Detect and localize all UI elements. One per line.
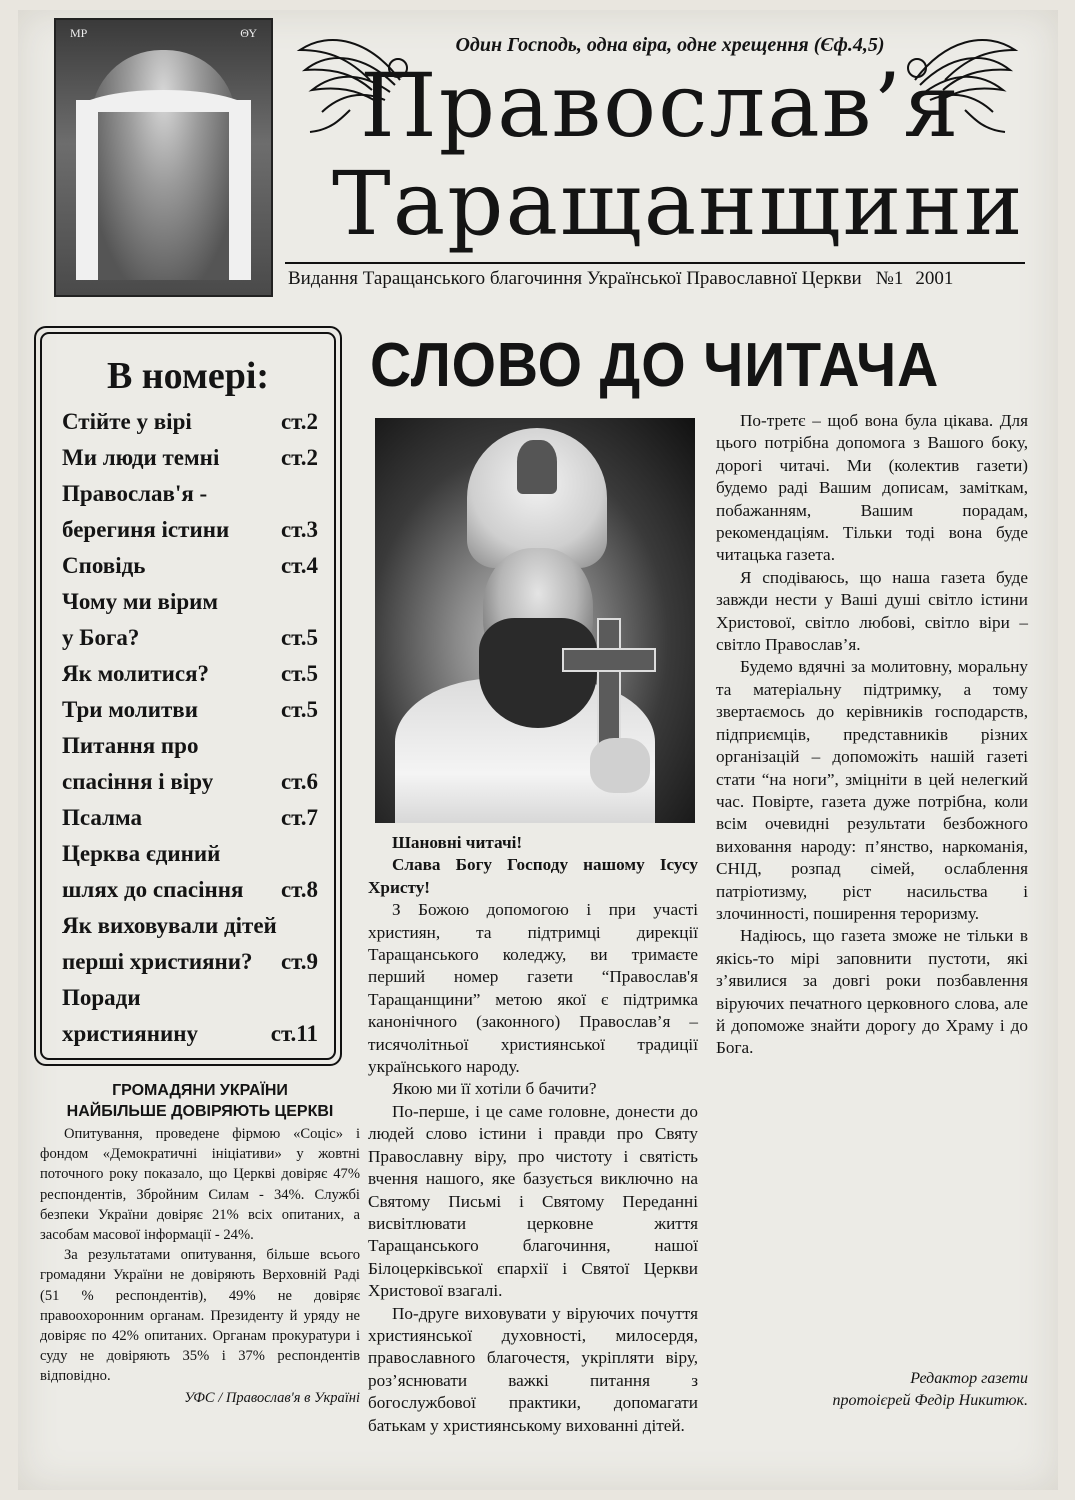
greeting-line: Шановні читачі!: [392, 833, 523, 852]
article-paragraph: Якою ми її хотіли б бачити?: [392, 1079, 597, 1099]
toc-item: Ми люди темні ст.2: [62, 445, 318, 470]
article-paragraph: По-перше, і це саме головне, донести до людей слово істини і правди про Святу Православну віру, про чистоту і святість вчення нашого, яке базується виключно на Святому Письмі і Святому Переданні висвітлювати церковне життя Таращанського благочиння, нашої Білоцерківської єпархії і Святої Церкви Христової взагалі.: [368, 1101, 698, 1301]
icon-inscription-left: МР: [70, 26, 88, 40]
main-headline: СЛОВО ДО ЧИТАЧА: [370, 331, 940, 400]
toc-item: перші християни? ст.9: [62, 949, 318, 974]
side-article-source: УФС / Православ'я в Україні: [184, 1390, 360, 1406]
side-article-headline: ГРОМАДЯНИ УКРАЇНИ НАЙБІЛЬШЕ ДОВІРЯЮТЬ ЦЕРКВІ: [66, 1082, 334, 1120]
toc-item: берегиня істини ст.3: [62, 517, 318, 542]
toc-item: Питання про: [62, 733, 199, 758]
toc-item: Православ'я -: [62, 481, 208, 506]
toc-item: шлях до спасіння ст.8: [62, 877, 318, 902]
toc-item: Поради: [62, 985, 141, 1010]
article-column-right: [716, 410, 1028, 1060]
side-article-paragraph: Опитування, проведене фірмою «Соціс» і фондом «Демократичні ініціативи» у жовтні поточного року показало, що Церкві довіряє 47% респондентів, Збройним Силам - 34%. Службі безпеки України довіряє 21% всіх опитаних, а засобам масової інформації - 24%.: [40, 1126, 360, 1244]
greeting-line: Слава Богу Господу нашому Ісусу Христу!: [368, 855, 698, 897]
contents-list: [62, 404, 318, 1052]
toc-item: Як виховували дітей: [62, 913, 277, 938]
newspaper-title-line2: Таращанщини: [332, 152, 1025, 255]
article-paragraph: Надіюсь, що газета зможе не тільки в якісь-то мірі заповнити пустоти, які з’явилися за довгі роки позбавлення віруючих печатного церковного слова, але й допоможе знайти дорогу до Храму і до Бога.: [716, 926, 1028, 1058]
issue-year: 2001: [915, 268, 954, 289]
masthead-rule: [285, 262, 1025, 264]
toc-item: Три молитви ст.5: [62, 697, 318, 722]
article-paragraph: Будемо вдячні за молитовну, моральну та матеріальну підтримку, а тому звертаємось до керівників господарств, підприємців, представників різних організацій – допоможіть нашій газеті стати “на ноги”, зміцніти в цей нелегкий час. Повірте, газета дуже потрібна, коли всім очевидні результати безбожного виховання народу: п’янство, наркоманія, СНІД, розпад сімей, ослаблення патріотизму, ріст насильства і злочинності, поширення тероризму.: [716, 657, 1028, 923]
contents-box: [34, 326, 342, 1066]
editor-signature: Редактор газети протоієрей Федір Никитюк.: [832, 1370, 1028, 1409]
toc-item: християнину ст.11: [62, 1021, 318, 1046]
toc-item: спасіння і віру ст.6: [62, 769, 318, 794]
toc-item: Сповідь ст.4: [62, 553, 318, 578]
side-article-body: [40, 1124, 360, 1387]
motto: Один Господь, одна віра, одне хрещення (Єф.4,5): [455, 34, 885, 56]
toc-item: Чому ми вірим: [62, 589, 219, 614]
article-paragraph: З Божою допомогою і при участі християн, та підтримці дирекції Таращанського коледжу, ви тримаєте перший номер газети “Православ'я Таращанщини” метою якої є підтримка канонічного (законного) Православ’я – тисячолітньої християнської традиції українського народу.: [368, 900, 698, 1077]
article-paragraph: По-друге виховувати у віруючих почуття християнської духовності, милосердя, православного благочестя, укріпляти віру, роз’яснювати важкі питання з богослужбової практики, допомагати батькам у християнському вихованні дітей.: [368, 1303, 698, 1435]
toc-item: Як молитися? ст.5: [62, 661, 318, 686]
article-paragraph: Я сподіваюсь, що наша газета буде завжди нести у Ваші душі світло істини Христової, світло любові, світло віри – світло Православ’я.: [716, 567, 1028, 655]
publisher-text: Видання Таращанського благочиння Української Православної Церкви: [288, 268, 862, 289]
toc-item: Стійте у вірі ст.2: [62, 409, 318, 434]
icon-inscription-right: ΘΥ: [240, 26, 257, 40]
contents-title: В номері:: [106, 355, 270, 397]
issue-number: №1: [875, 268, 904, 289]
toc-item: Псалма ст.7: [62, 805, 318, 830]
toc-item: Церква єдиний: [62, 841, 221, 866]
bishop-photo: [375, 418, 695, 823]
masthead-subtitle: [288, 268, 1028, 290]
icon-image: [54, 18, 273, 297]
side-article-paragraph: За результатами опитування, більше всього громадяни України не довіряють Верховній Раді (51 % респондентів), 49% не довіряє правоохоронним органам. Президенту й уряду не довіряє по 42% опитаних. Органам прокуратури і суду не довіряють 35% і 37% респондентів відповідно.: [40, 1247, 360, 1385]
toc-item: у Бога? ст.5: [62, 625, 318, 650]
newspaper-title-line1: Православ’я: [360, 54, 961, 157]
article-paragraph: По-третє – щоб вона була цікава. Для цього потрібна допомога з Вашого боку, дорогі читачі. Ми (колектив газети) будемо раді Вашим дописам, заміткам, побажанням, Вашим порадам, рекомендаціям. Тільки тоді вона буде читацька газета.: [716, 411, 1028, 565]
article-column-center: [368, 832, 698, 1437]
